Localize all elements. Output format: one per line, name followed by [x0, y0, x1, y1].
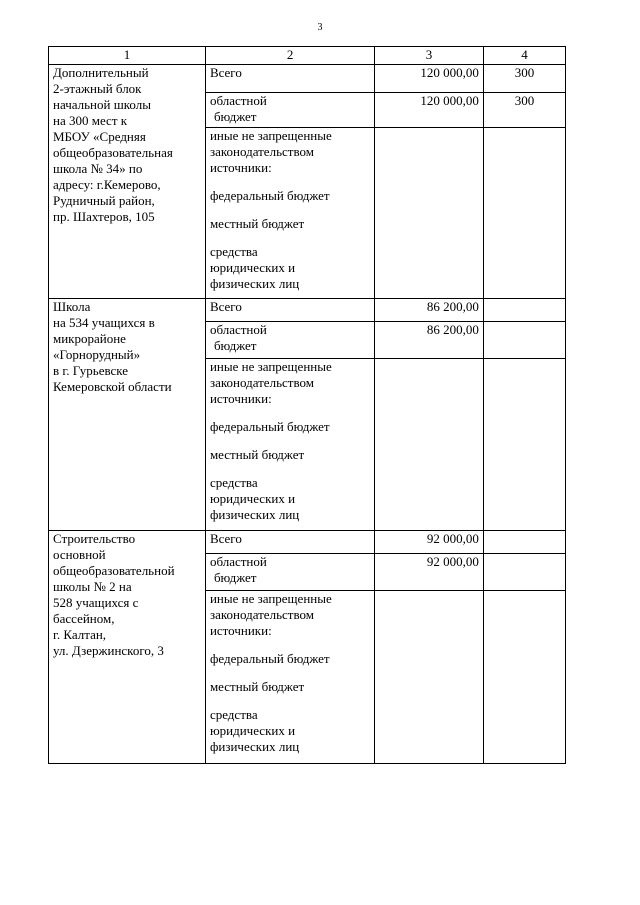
object-name-line: г. Калтан, [53, 627, 107, 642]
federal-budget-label: федеральный бюджет [209, 188, 330, 203]
spacer [210, 204, 370, 216]
capacity-other [483, 128, 565, 299]
spacer [210, 695, 370, 707]
object-name-line: основной [53, 547, 106, 562]
object-name-line: школы № 2 на [53, 579, 132, 594]
source-label-other [205, 591, 374, 764]
object-row-total [49, 299, 566, 322]
amount-regional: 86 200,00 [375, 322, 484, 359]
regional-label-line: бюджет [213, 109, 257, 124]
object-name-line: МБОУ «Средняя [53, 129, 146, 144]
object-name-line: на 300 мест к [53, 113, 128, 128]
other-sources-line: законодательством [209, 375, 314, 390]
other-sources-line: источники: [209, 391, 272, 406]
object-name-line: Строительство [53, 531, 136, 546]
capacity-other [483, 591, 565, 764]
regional-label-line: бюджет [213, 570, 257, 585]
legal-entities-line: средства [209, 707, 258, 722]
legal-entities-line: юридических и [209, 260, 296, 275]
regional-label-line: областной [209, 93, 267, 108]
capacity-regional: 300 [483, 93, 565, 128]
amount-regional: 120 000,00 [375, 93, 484, 128]
amount-other [375, 359, 484, 531]
regional-label-line: областной [209, 322, 267, 337]
object-name-cell [49, 299, 206, 531]
object-name-line: Рудничный район, [53, 193, 155, 208]
other-sources-line: иные не запрещенные [209, 359, 332, 374]
object-row-total [49, 65, 566, 93]
legal-entities-line: средства [209, 475, 258, 490]
other-sources-line: источники: [209, 160, 272, 175]
object-name-line: Школа [53, 299, 91, 314]
spacer [210, 667, 370, 679]
other-sources-line: законодательством [209, 607, 314, 622]
legal-entities-line: юридических и [209, 723, 296, 738]
object-name-line: школа № 34» по [53, 161, 143, 176]
amount-other [375, 591, 484, 764]
capacity-total: 300 [483, 65, 565, 93]
other-sources-line: иные не запрещенные [209, 128, 332, 143]
legal-entities-line: юридических и [209, 491, 296, 506]
source-label-regional [205, 322, 374, 359]
spacer [210, 639, 370, 651]
spacer [210, 176, 370, 188]
spacer [210, 407, 370, 419]
object-name-line: Кемеровской области [53, 379, 172, 394]
header-cell-3: 3 [375, 47, 484, 65]
object-name-line: адресу: г.Кемерово, [53, 177, 161, 192]
capacity-total [483, 299, 565, 322]
source-label-total: Всего [205, 531, 374, 554]
source-label-other [205, 359, 374, 531]
legal-entities-line: физических лиц [209, 739, 300, 754]
object-name-line: бассейном, [53, 611, 115, 626]
amount-regional: 92 000,00 [375, 554, 484, 591]
federal-budget-label: федеральный бюджет [209, 419, 330, 434]
object-name-line: ул. Дзержинского, 3 [53, 643, 164, 658]
other-sources-line: законодательством [209, 144, 314, 159]
object-name-line: «Горнорудный» [53, 347, 141, 362]
object-name-cell [49, 531, 206, 764]
header-cell-1: 1 [49, 47, 206, 65]
spacer [210, 232, 370, 244]
object-name-line: Дополнительный [53, 65, 149, 80]
spacer [210, 435, 370, 447]
header-cell-4: 4 [483, 47, 565, 65]
source-label-regional [205, 554, 374, 591]
legal-entities-line: физических лиц [209, 507, 300, 522]
other-sources-line: иные не запрещенные [209, 591, 332, 606]
header-row [49, 47, 566, 65]
object-row-total [49, 531, 566, 554]
source-label-total: Всего [205, 299, 374, 322]
source-label-regional [205, 93, 374, 128]
object-name-line: в г. Гурьевске [53, 363, 129, 378]
other-sources-line: источники: [209, 623, 272, 638]
legal-entities-line: средства [209, 244, 258, 259]
amount-total: 92 000,00 [375, 531, 484, 554]
source-label-other [205, 128, 374, 299]
local-budget-label: местный бюджет [209, 447, 305, 462]
local-budget-label: местный бюджет [209, 679, 305, 694]
amount-total: 86 200,00 [375, 299, 484, 322]
object-name-line: 528 учащихся с [53, 595, 139, 610]
object-name-line: микрорайоне [53, 331, 126, 346]
spacer [210, 463, 370, 475]
object-name-line: пр. Шахтеров, 105 [53, 209, 155, 224]
capacity-regional [483, 554, 565, 591]
header-cell-2: 2 [205, 47, 374, 65]
page-number: 3 [317, 22, 323, 33]
object-name-line: на 534 учащихся в [53, 315, 155, 330]
local-budget-label: местный бюджет [209, 216, 305, 231]
source-label-total: Всего [205, 65, 374, 93]
object-name-line: начальной школы [53, 97, 151, 112]
amount-total: 120 000,00 [375, 65, 484, 93]
capacity-other [483, 359, 565, 531]
budget-table [48, 46, 566, 764]
federal-budget-label: федеральный бюджет [209, 651, 330, 666]
object-name-line: 2-этажный блок [53, 81, 142, 96]
capacity-total [483, 531, 565, 554]
capacity-regional [483, 322, 565, 359]
object-name-cell [49, 65, 206, 299]
object-name-line: общеобразовательной [53, 563, 175, 578]
legal-entities-line: физических лиц [209, 276, 300, 291]
regional-label-line: бюджет [213, 338, 257, 353]
amount-other [375, 128, 484, 299]
object-name-line: общеобразовательная [53, 145, 173, 160]
regional-label-line: областной [209, 554, 267, 569]
